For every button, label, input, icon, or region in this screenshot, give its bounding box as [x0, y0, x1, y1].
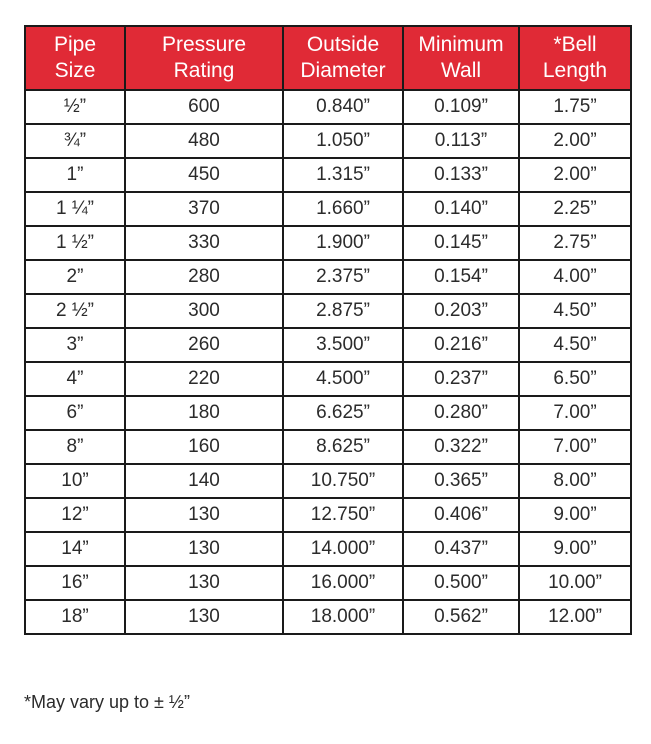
minimum-wall-cell: 0.280”	[403, 396, 519, 430]
minimum-wall-cell: 0.109”	[403, 90, 519, 124]
header-line: Diameter	[300, 59, 386, 82]
bell-length-cell: 9.00”	[519, 498, 631, 532]
pressure-rating-cell: 260	[125, 328, 283, 362]
minimum-wall-cell: 0.203”	[403, 294, 519, 328]
bell-length-cell: 4.00”	[519, 260, 631, 294]
table-row	[25, 90, 631, 124]
bell-length-cell: 2.00”	[519, 158, 631, 192]
pressure-rating-cell: 280	[125, 260, 283, 294]
outside-diameter-cell: 18.000”	[283, 600, 403, 634]
header-line: Pipe	[53, 33, 97, 56]
bell-length-cell: 7.00”	[519, 430, 631, 464]
minimum-wall-cell: 0.113”	[403, 124, 519, 158]
pipe-size-cell: 3”	[25, 328, 125, 362]
table-row	[25, 396, 631, 430]
pressure-rating-cell: 160	[125, 430, 283, 464]
pipe-size-cell: 18”	[25, 600, 125, 634]
header-minimum-wall	[403, 26, 519, 90]
bell-length-cell: 4.50”	[519, 294, 631, 328]
header-line: Size	[54, 59, 96, 82]
pressure-rating-cell: 300	[125, 294, 283, 328]
bell-length-cell: 2.75”	[519, 226, 631, 260]
table-row	[25, 566, 631, 600]
pipe-size-cell: 6”	[25, 396, 125, 430]
minimum-wall-cell: 0.437”	[403, 532, 519, 566]
pressure-rating-cell: 130	[125, 566, 283, 600]
pipe-size-cell: 16”	[25, 566, 125, 600]
outside-diameter-cell: 16.000”	[283, 566, 403, 600]
outside-diameter-cell: 4.500”	[283, 362, 403, 396]
header-line: Outside	[306, 33, 380, 56]
pressure-rating-cell: 180	[125, 396, 283, 430]
minimum-wall-cell: 0.133”	[403, 158, 519, 192]
header-line: Length	[542, 59, 608, 82]
minimum-wall-cell: 0.237”	[403, 362, 519, 396]
table-row	[25, 464, 631, 498]
table-row	[25, 532, 631, 566]
bell-length-cell: 6.50”	[519, 362, 631, 396]
outside-diameter-cell: 1.315”	[283, 158, 403, 192]
header-bell-length	[519, 26, 631, 90]
minimum-wall-cell: 0.500”	[403, 566, 519, 600]
outside-diameter-cell: 1.900”	[283, 226, 403, 260]
table-row	[25, 294, 631, 328]
minimum-wall-cell: 0.140”	[403, 192, 519, 226]
pressure-rating-cell: 130	[125, 600, 283, 634]
pipe-size-cell: ¾”	[25, 124, 125, 158]
table-row	[25, 498, 631, 532]
bell-length-cell: 1.75”	[519, 90, 631, 124]
outside-diameter-cell: 2.875”	[283, 294, 403, 328]
outside-diameter-cell: 3.500”	[283, 328, 403, 362]
table-row	[25, 430, 631, 464]
table-row	[25, 192, 631, 226]
outside-diameter-cell: 0.840”	[283, 90, 403, 124]
outside-diameter-cell: 10.750”	[283, 464, 403, 498]
pressure-rating-cell: 220	[125, 362, 283, 396]
pressure-rating-cell: 450	[125, 158, 283, 192]
bell-length-cell: 2.00”	[519, 124, 631, 158]
header-line: Pressure	[161, 33, 247, 56]
table-header-row	[25, 26, 631, 90]
minimum-wall-cell: 0.145”	[403, 226, 519, 260]
bell-length-cell: 4.50”	[519, 328, 631, 362]
header-outside-diameter	[283, 26, 403, 90]
pipe-size-cell: ½”	[25, 90, 125, 124]
header-line: Minimum	[418, 33, 504, 56]
table-row	[25, 158, 631, 192]
minimum-wall-cell: 0.322”	[403, 430, 519, 464]
bell-length-cell: 8.00”	[519, 464, 631, 498]
table-row	[25, 600, 631, 634]
table-row	[25, 328, 631, 362]
table-row	[25, 226, 631, 260]
outside-diameter-cell: 14.000”	[283, 532, 403, 566]
pipe-size-cell: 14”	[25, 532, 125, 566]
header-line: *Bell	[553, 33, 597, 56]
table-body	[25, 90, 631, 634]
bell-length-cell: 12.00”	[519, 600, 631, 634]
header-pipe-size	[25, 26, 125, 90]
outside-diameter-cell: 2.375”	[283, 260, 403, 294]
pressure-rating-cell: 600	[125, 90, 283, 124]
bell-length-cell: 9.00”	[519, 532, 631, 566]
outside-diameter-cell: 6.625”	[283, 396, 403, 430]
header-line: Rating	[173, 59, 235, 82]
table-row	[25, 124, 631, 158]
pipe-spec-table-container	[24, 25, 630, 635]
pressure-rating-cell: 370	[125, 192, 283, 226]
pipe-spec-table	[24, 25, 632, 635]
pressure-rating-cell: 480	[125, 124, 283, 158]
pipe-size-cell: 1 ½”	[25, 226, 125, 260]
outside-diameter-cell: 8.625”	[283, 430, 403, 464]
minimum-wall-cell: 0.365”	[403, 464, 519, 498]
pressure-rating-cell: 130	[125, 532, 283, 566]
bell-length-cell: 7.00”	[519, 396, 631, 430]
header-pressure-rating	[125, 26, 283, 90]
bell-length-cell: 2.25”	[519, 192, 631, 226]
pipe-size-cell: 10”	[25, 464, 125, 498]
minimum-wall-cell: 0.562”	[403, 600, 519, 634]
minimum-wall-cell: 0.406”	[403, 498, 519, 532]
pressure-rating-cell: 130	[125, 498, 283, 532]
pipe-size-cell: 4”	[25, 362, 125, 396]
pipe-size-cell: 2”	[25, 260, 125, 294]
pipe-size-cell: 2 ½”	[25, 294, 125, 328]
outside-diameter-cell: 12.750”	[283, 498, 403, 532]
pressure-rating-cell: 330	[125, 226, 283, 260]
table-row	[25, 362, 631, 396]
header-line: Wall	[440, 59, 482, 82]
pipe-size-cell: 1”	[25, 158, 125, 192]
bell-length-cell: 10.00”	[519, 566, 631, 600]
outside-diameter-cell: 1.660”	[283, 192, 403, 226]
pipe-size-cell: 12”	[25, 498, 125, 532]
pipe-size-cell: 1 ¼”	[25, 192, 125, 226]
pipe-size-cell: 8”	[25, 430, 125, 464]
pressure-rating-cell: 140	[125, 464, 283, 498]
minimum-wall-cell: 0.154”	[403, 260, 519, 294]
footnote: *May vary up to ± ½”	[24, 692, 190, 712]
table-row	[25, 260, 631, 294]
outside-diameter-cell: 1.050”	[283, 124, 403, 158]
minimum-wall-cell: 0.216”	[403, 328, 519, 362]
